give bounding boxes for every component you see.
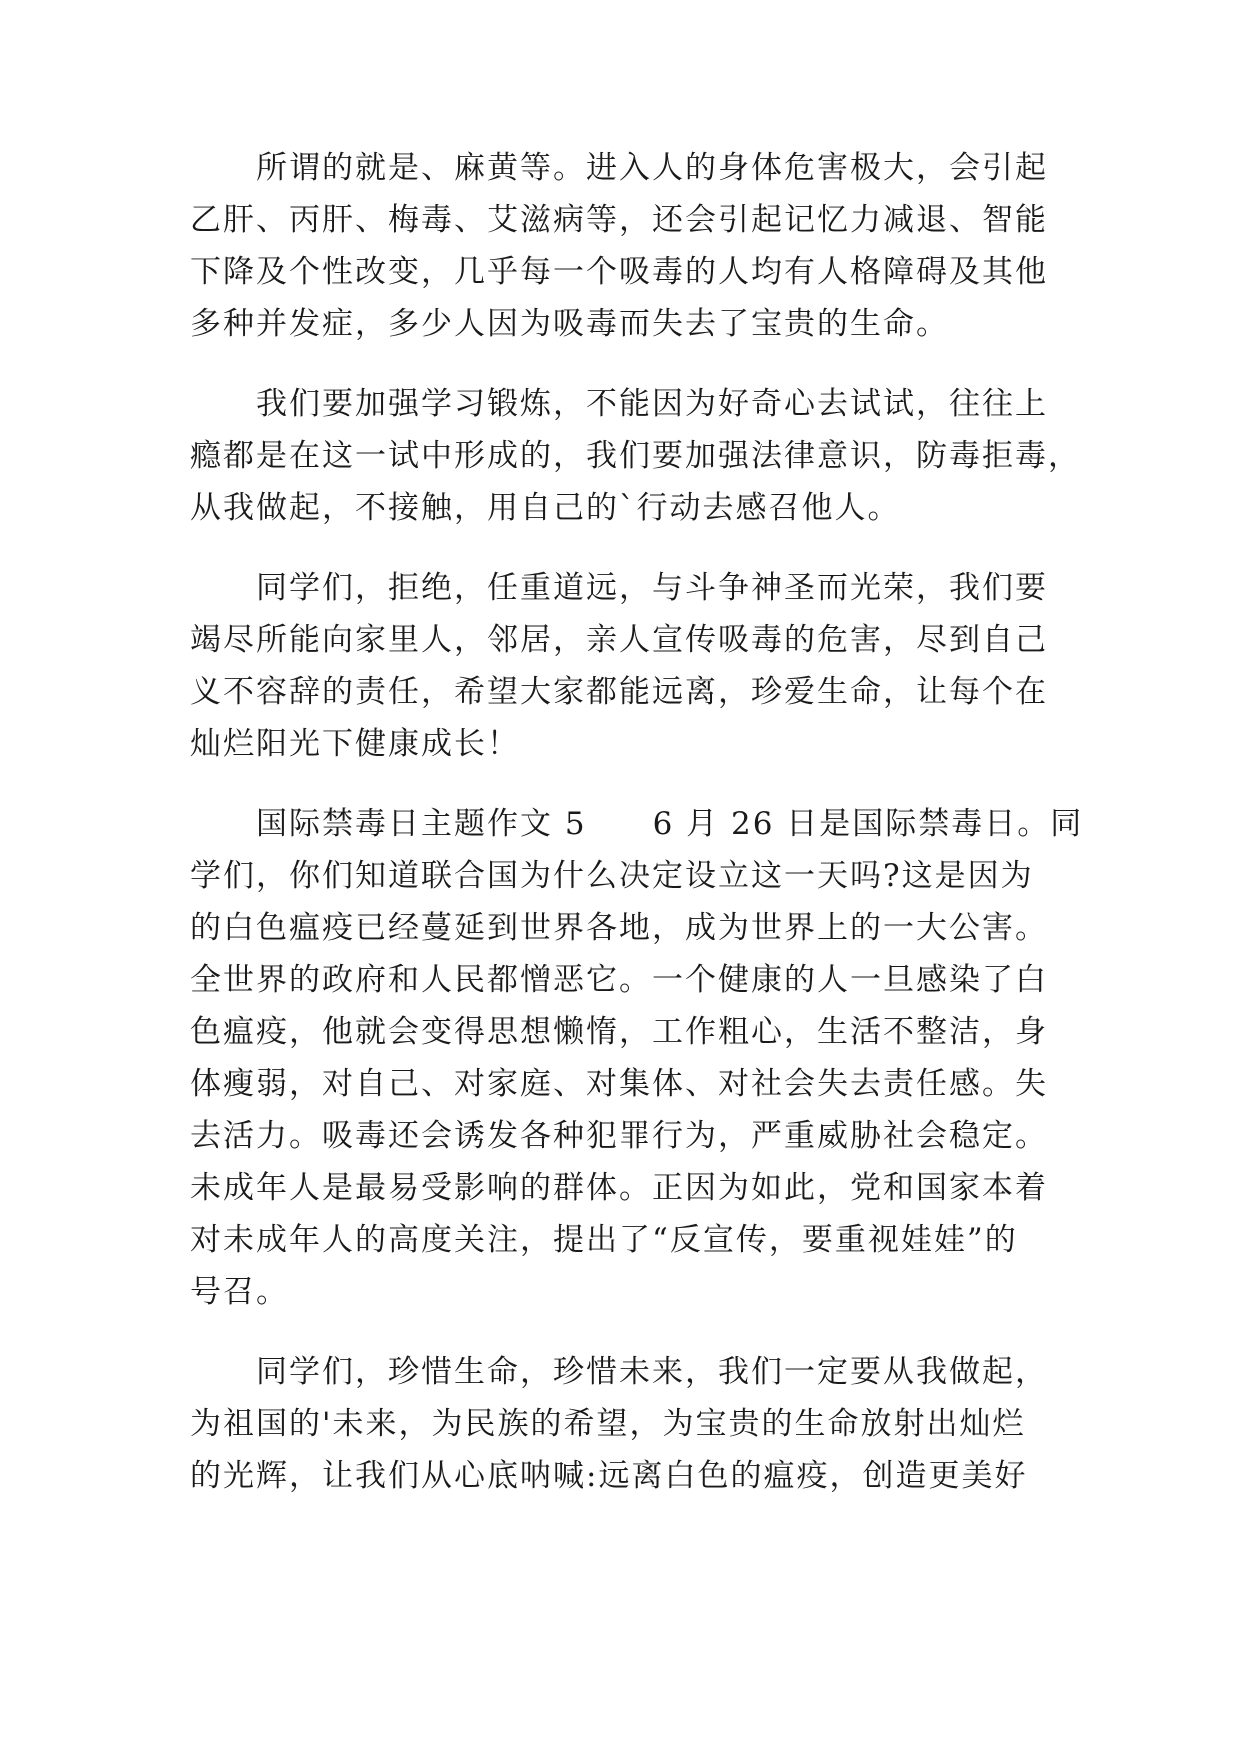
text-line: 体瘦弱，对自己、对家庭、对集体、对社会失去责任感。失 (190, 1066, 1048, 1102)
text-line: 下降及个性改变，几乎每一个吸毒的人均有人格障碍及其他 (190, 254, 1048, 290)
text-line: 去活力。吸毒还会诱发各种犯罪行为，严重威胁社会稳定。 (190, 1118, 1048, 1154)
text-line: 多种并发症，多少人因为吸毒而失去了宝贵的生命。 (190, 306, 949, 342)
text-line: 学们，你们知道联合国为什么决定设立这一天吗?这是因为 (190, 858, 1034, 894)
text-line: 义不容辞的责任，希望大家都能远离，珍爱生命，让每个在 (190, 674, 1048, 710)
text-line: 色瘟疫，他就会变得思想懒惰，工作粗心，生活不整洁，身 (190, 1014, 1048, 1050)
text-line: 号召。 (190, 1274, 289, 1310)
text-line: 从我做起，不接触，用自己的`行动去感召他人。 (190, 490, 901, 526)
text-line: 竭尽所能向家里人，邻居，亲人宣传吸毒的危害，尽到自己 (190, 622, 1048, 658)
text-line: 同学们，珍惜生命，珍惜未来，我们一定要从我做起， (256, 1354, 1048, 1390)
text-line: 我们要加强学习锻炼，不能因为好奇心去试试，往往上 (256, 386, 1048, 422)
text-line: 的白色瘟疫已经蔓延到世界各地，成为世界上的一大公害。 (190, 910, 1048, 946)
text-line: 对未成年人的高度关注，提出了“反宣传，要重视娃娃”的 (190, 1222, 1018, 1258)
text-line: 同学们，拒绝，任重道远，与斗争神圣而光荣，我们要 (256, 570, 1048, 606)
text-line: 乙肝、丙肝、梅毒、艾滋病等，还会引起记忆力减退、智能 (190, 202, 1048, 238)
text-line: 灿烂阳光下健康成长！ (190, 726, 520, 762)
text-line: 为祖国的'未来，为民族的希望，为宝贵的生命放射出灿烂 (190, 1406, 1026, 1442)
text-line: 所谓的就是、麻黄等。进入人的身体危害极大，会引起 (256, 150, 1048, 186)
text-line: 国际禁毒日主题作文 5 6 月 26 日是国际禁毒日。同 (256, 806, 1084, 842)
text-line: 未成年人是最易受影响的群体。正因为如此，党和国家本着 (190, 1170, 1048, 1206)
text-line: 的光辉，让我们从心底呐喊:远离白色的瘟疫，创造更美好 (190, 1458, 1028, 1494)
text-line: 全世界的政府和人民都憎恶它。一个健康的人一旦感染了白 (190, 962, 1048, 998)
text-line: 瘾都是在这一试中形成的，我们要加强法律意识，防毒拒毒， (190, 438, 1081, 474)
